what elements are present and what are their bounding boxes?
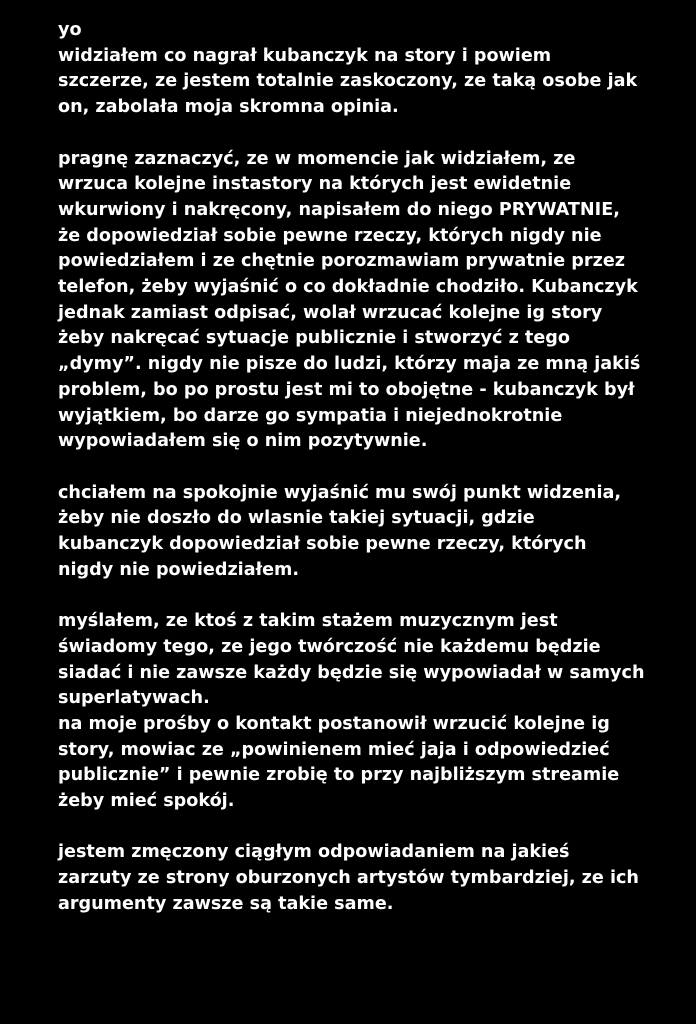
story-paragraph — [58, 840, 690, 917]
story-text-line: na moje prośby o kontakt postanowił wrzucić kolejne ig — [58, 713, 610, 734]
story-text-line: żeby nie doszło do wlasnie takiej sytuacji, gdzie — [58, 508, 535, 529]
story-text-line: świadomy tego, ze jego twórczość nie każdemu będzie — [58, 636, 601, 657]
story-text-line: publicznie” i pewnie zrobię to przy najbliższym streamie — [58, 765, 620, 786]
story-paragraph — [58, 609, 690, 815]
story-text-line: story, mowiac ze „powinienem mieć jaja i odpowiedzieć — [58, 739, 610, 760]
paragraph-spacer — [58, 583, 690, 609]
story-text-line: problem, bo po prostu jest mi to obojętne - kubanczyk był — [58, 379, 635, 400]
story-text-line: wrzuca kolejne instastory na których jest ewidetnie — [58, 174, 572, 195]
story-text-line: pragnę zaznaczyć, ze w momencie jak widziałem, ze — [58, 148, 576, 169]
story-text-line: jednak zamiast odpisać, wolał wrzucać kolejne ig story — [58, 302, 603, 323]
story-text-line: yo — [58, 20, 82, 40]
story-text-line: żeby nakręcać sytuacje publicznie i stworzyć z tego — [58, 328, 570, 349]
story-paragraph — [58, 147, 690, 455]
story-text-line: wypowiadałem się o nim pozytywnie. — [58, 431, 428, 452]
paragraph-spacer — [58, 121, 690, 147]
story-text-block — [58, 18, 690, 918]
story-text-line: argumenty zawsze są takie same. — [58, 893, 394, 914]
story-text-line: powiedziałem i ze chętnie porozmawiam prywatnie przez — [58, 251, 625, 272]
story-text-line: siadać i nie zawsze każdy będzie się wypowiadał w samych — [58, 662, 645, 683]
story-text-line: jestem zmęczony ciągłym odpowiadaniem na jakieś — [58, 842, 570, 863]
story-text-line: „dymy”. nigdy nie pisze do ludzi, którzy maja ze mną jakiś — [58, 354, 641, 375]
story-text-line: szczerze, ze jestem totalnie zaskoczony, ze taką osobe jak — [58, 71, 638, 92]
story-text-line: że dopowiedział sobie pewne rzeczy, których nigdy nie — [58, 225, 602, 246]
story-paragraph — [58, 18, 690, 121]
story-paragraph — [58, 481, 690, 584]
story-text-line: telefon, żeby wyjaśnić o co dokładnie chodziło. Kubanczyk — [58, 277, 638, 298]
paragraph-spacer — [58, 815, 690, 841]
story-text-line: widziałem co nagrał kubanczyk na story i powiem — [58, 45, 552, 66]
paragraph-spacer — [58, 455, 690, 481]
story-text-line: superlatywach. — [58, 688, 210, 709]
story-text-line: chciałem na spokojnie wyjaśnić mu swój punkt widzenia, — [58, 482, 622, 503]
story-text-line: żeby mieć spokój. — [58, 791, 235, 812]
story-text-line: wkurwiony i nakręcony, napisałem do niego PRYWATNIE, — [58, 199, 620, 220]
story-text-line: kubanczyk dopowiedział sobie pewne rzeczy, których — [58, 534, 587, 555]
story-text-line: nigdy nie powiedziałem. — [58, 559, 300, 580]
story-text-line: zarzuty ze strony oburzonych artystów tymbardziej, ze ich — [58, 868, 639, 889]
story-text-line: wyjątkiem, bo darze go sympatia i niejednokrotnie — [58, 405, 563, 426]
story-text-line: myślałem, ze ktoś z takim stażem muzycznym jest — [58, 611, 558, 632]
story-text-line: on, zabolała moja skromna opinia. — [58, 97, 399, 118]
